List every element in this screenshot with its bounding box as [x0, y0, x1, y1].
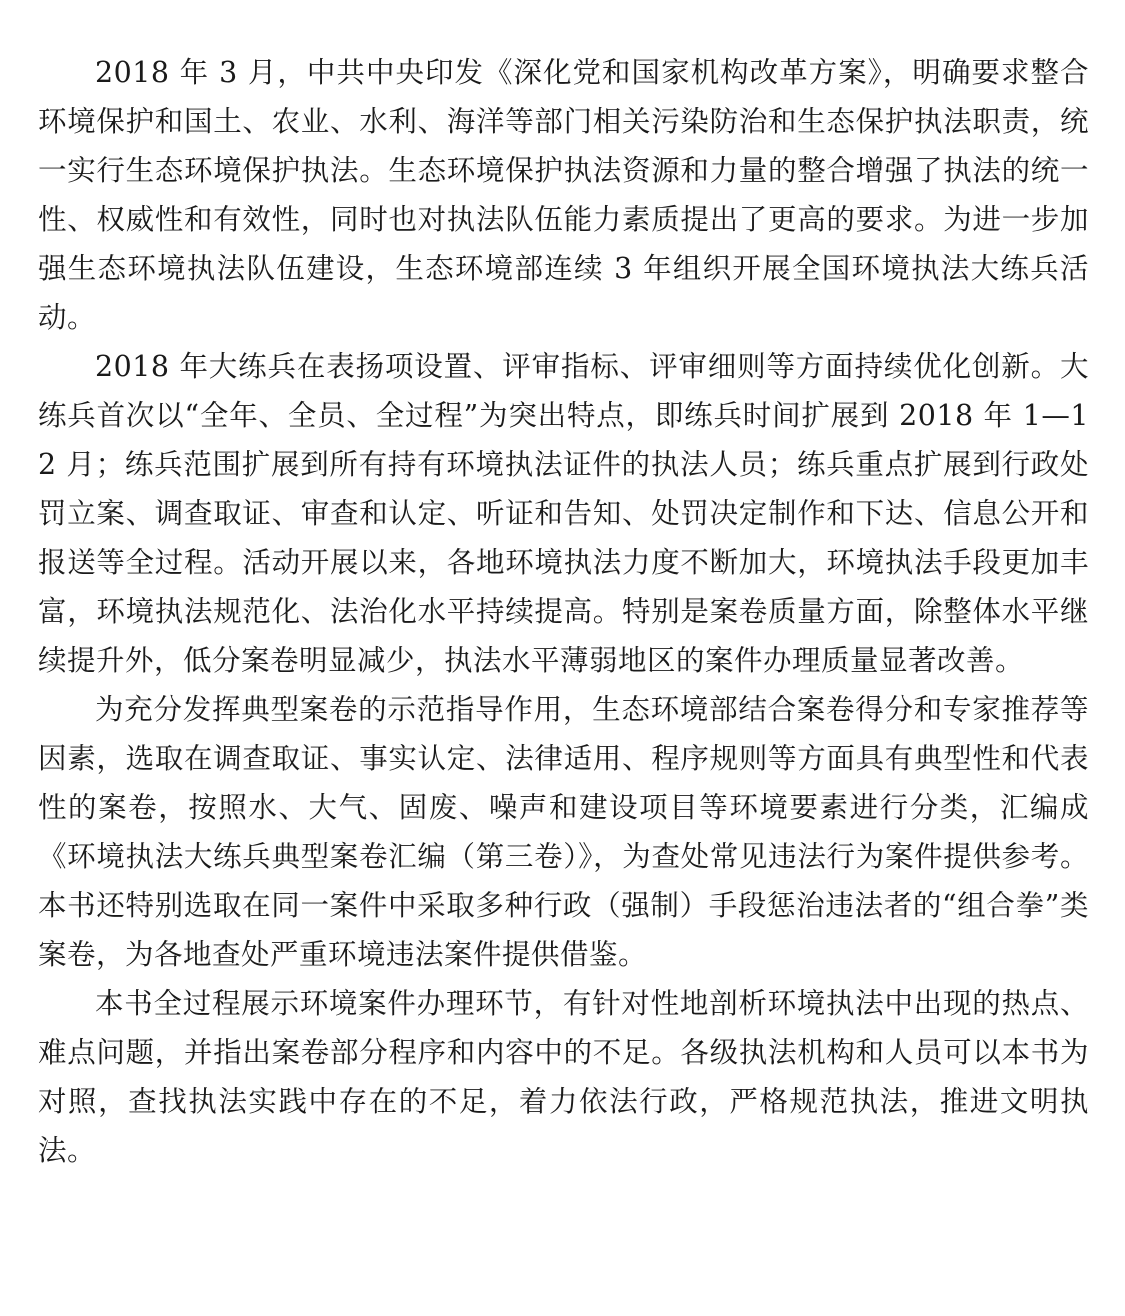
paragraph-3: 为充分发挥典型案卷的示范指导作用，生态环境部结合案卷得分和专家推荐等因素，选取在调查取证、事实认定、法律适用、程序规则等方面具有典型性和代表性的案卷，按照水、大气、固废、噪声和建设项目等环境要素进行分类，汇编成《环境执法大练兵典型案卷汇编（第三卷）》，为查处常见违法行为案件提供参考。本书还特别选取在同一案件中采取多种行政（强制）手段惩治违法者的“组合拳”类案卷，为各地查处严重环境违法案件提供借鉴。	[38, 693, 1089, 971]
paragraph-2: 2018 年大练兵在表扬项设置、评审指标、评审细则等方面持续优化创新。大练兵首次以“全年、全员、全过程”为突出特点，即练兵时间扩展到 2018 年 1—12 月；练兵范围扩展到所有持有环境执法证件的执法人员；练兵重点扩展到行政处罚立案、调查取证、审查和认定、听证和告知、处罚决定制作和下达、信息公开和报送等全过程。活动开展以来，各地环境执法力度不断加大，环境执法手段更加丰富，环境执法规范化、法治化水平持续提高。特别是案卷质量方面，除整体水平继续提升外，低分案卷明显减少，执法水平薄弱地区的案件办理质量显著改善。	[38, 350, 1089, 677]
paragraph-1: 2018 年 3 月，中共中央印发《深化党和国家机构改革方案》，明确要求整合环境保护和国土、农业、水利、海洋等部门相关污染防治和生态保护执法职责，统一实行生态环境保护执法。生态环境保护执法资源和力量的整合增强了执法的统一性、权威性和有效性，同时也对执法队伍能力素质提出了更高的要求。为进一步加强生态环境执法队伍建设，生态环境部连续 3 年组织开展全国环境执法大练兵活动。	[38, 56, 1089, 334]
paragraph-4: 本书全过程展示环境案件办理环节，有针对性地剖析环境执法中出现的热点、难点问题，并指出案卷部分程序和内容中的不足。各级执法机构和人员可以本书为对照，查找执法实践中存在的不足，着力依法行政，严格规范执法，推进文明执法。	[38, 987, 1089, 1167]
